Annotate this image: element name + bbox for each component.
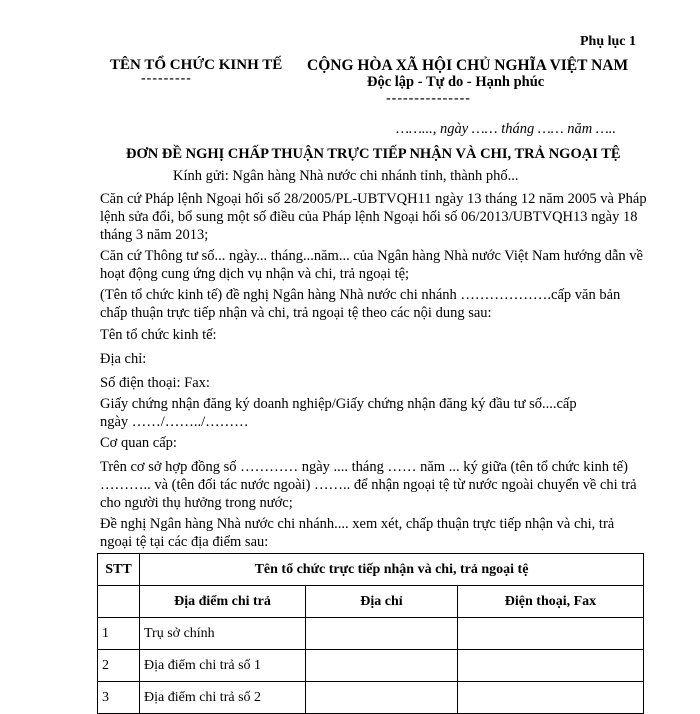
appendix-label: Phụ lục 1 bbox=[579, 34, 636, 49]
row-phone-fax bbox=[458, 618, 644, 650]
text-line: Giấy chứng nhận đăng ký doanh nghiệp/Giấy chứng nhận đăng ký đầu tư số....cấp bbox=[100, 396, 577, 412]
contract-paragraph bbox=[100, 458, 640, 512]
text-line: Đề nghị Ngân hàng Nhà nước chi nhánh.... xem xét, chấp thuận trực tiếp nhận và chi, trả bbox=[100, 516, 615, 532]
field-label: Địa chỉ: bbox=[100, 351, 147, 367]
field-label: Tên tổ chức kinh tế: bbox=[100, 327, 217, 343]
row-location: Địa điểm chi trả số 2 bbox=[140, 682, 306, 714]
motto-separator: --------------- bbox=[386, 91, 471, 106]
org-separator: --------- bbox=[141, 71, 192, 86]
field-phone-fax bbox=[100, 374, 640, 392]
text-line: hoạt động cung ứng dịch vụ nhận và chi, trả ngoại tệ; bbox=[100, 266, 410, 282]
field-org-name bbox=[100, 326, 640, 344]
recipient-line: Kính gửi: Ngân hàng Nhà nước chi nhánh tỉnh, thành phố... bbox=[173, 168, 519, 184]
row-number: 1 bbox=[98, 618, 140, 650]
table-subheader-row bbox=[98, 586, 644, 618]
field-business-license bbox=[100, 395, 640, 431]
legal-basis-paragraph-1 bbox=[100, 190, 647, 244]
column-header-location: Địa điểm chi trả bbox=[140, 586, 306, 618]
column-header-stt: STT bbox=[98, 554, 140, 586]
row-phone-fax bbox=[458, 650, 644, 682]
column-header-address: Địa chỉ bbox=[306, 586, 458, 618]
text-line: ngày ……/……../……… bbox=[100, 414, 249, 430]
row-location: Địa điểm chi trả số 1 bbox=[140, 650, 306, 682]
request-paragraph bbox=[100, 286, 640, 322]
row-phone-fax bbox=[458, 682, 644, 714]
table-row bbox=[98, 650, 644, 682]
row-number: 3 bbox=[98, 682, 140, 714]
table-header-row bbox=[98, 554, 644, 586]
payment-locations-table bbox=[97, 553, 644, 714]
column-header-phone-fax: Điện thoại, Fax bbox=[458, 586, 644, 618]
text-line: Trên cơ sở hợp đồng số ………… ngày .... tháng …… năm ... ký giữa (tên tổ chức kinh tế) bbox=[100, 459, 628, 475]
table-row bbox=[98, 682, 644, 714]
text-line: ……….. và (tên đối tác nước ngoài) …….. để nhận ngoại tệ từ nước ngoài chuyển về chi trả bbox=[100, 477, 637, 493]
text-line: Căn cứ Pháp lệnh Ngoại hối số 28/2005/PL-UBTVQH11 ngày 13 tháng 12 năm 2005 và Pháp bbox=[100, 191, 647, 207]
national-motto: Độc lập - Tự do - Hạnh phúc bbox=[367, 74, 545, 90]
text-line: ngoại tệ tại các địa điểm sau: bbox=[100, 534, 269, 550]
text-line: lệnh sửa đổi, bổ sung một số điều của Pháp lệnh Ngoại hối số 06/2013/UBTVQH13 ngày 18 bbox=[100, 209, 638, 225]
text-line: tháng 3 năm 2013; bbox=[100, 227, 209, 243]
legal-basis-paragraph-2 bbox=[100, 247, 643, 283]
row-location: Trụ sở chính bbox=[140, 618, 306, 650]
table-cell bbox=[98, 586, 140, 618]
field-address bbox=[100, 350, 640, 368]
row-address bbox=[306, 682, 458, 714]
field-issuing-authority bbox=[100, 434, 640, 452]
org-name-heading: TÊN TỔ CHỨC KINH TẾ bbox=[110, 57, 283, 73]
row-number: 2 bbox=[98, 650, 140, 682]
table-row bbox=[98, 618, 644, 650]
field-label: Cơ quan cấp: bbox=[100, 435, 177, 451]
text-line: cho người thụ hưởng trong nước; bbox=[100, 495, 293, 511]
field-label: Số điện thoại: Fax: bbox=[100, 375, 210, 391]
text-line: (Tên tổ chức kinh tế) đề nghị Ngân hàng Nhà nước chi nhánh ……………….cấp văn bản bbox=[100, 287, 621, 303]
document-title: ĐƠN ĐỀ NGHỊ CHẤP THUẬN TRỰC TIẾP NHẬN VÀ CHI, TRẢ NGOẠI TỆ bbox=[126, 146, 621, 162]
approval-request-paragraph bbox=[100, 515, 640, 551]
nation-heading: CỘNG HÒA XÃ HỘI CHỦ NGHĨA VIỆT NAM bbox=[307, 57, 629, 74]
text-line: chấp thuận trực tiếp nhận và chi, trả ngoại tệ theo các nội dung sau: bbox=[100, 305, 492, 321]
row-address bbox=[306, 650, 458, 682]
date-line: ……..., ngày …… tháng …… năm ….. bbox=[396, 121, 616, 137]
text-line: Căn cứ Thông tư số... ngày... tháng...năm... của Ngân hàng Nhà nước Việt Nam hướng dẫn về bbox=[100, 248, 643, 264]
column-group-header: Tên tổ chức trực tiếp nhận và chi, trả ngoại tệ bbox=[140, 554, 644, 586]
row-address bbox=[306, 618, 458, 650]
